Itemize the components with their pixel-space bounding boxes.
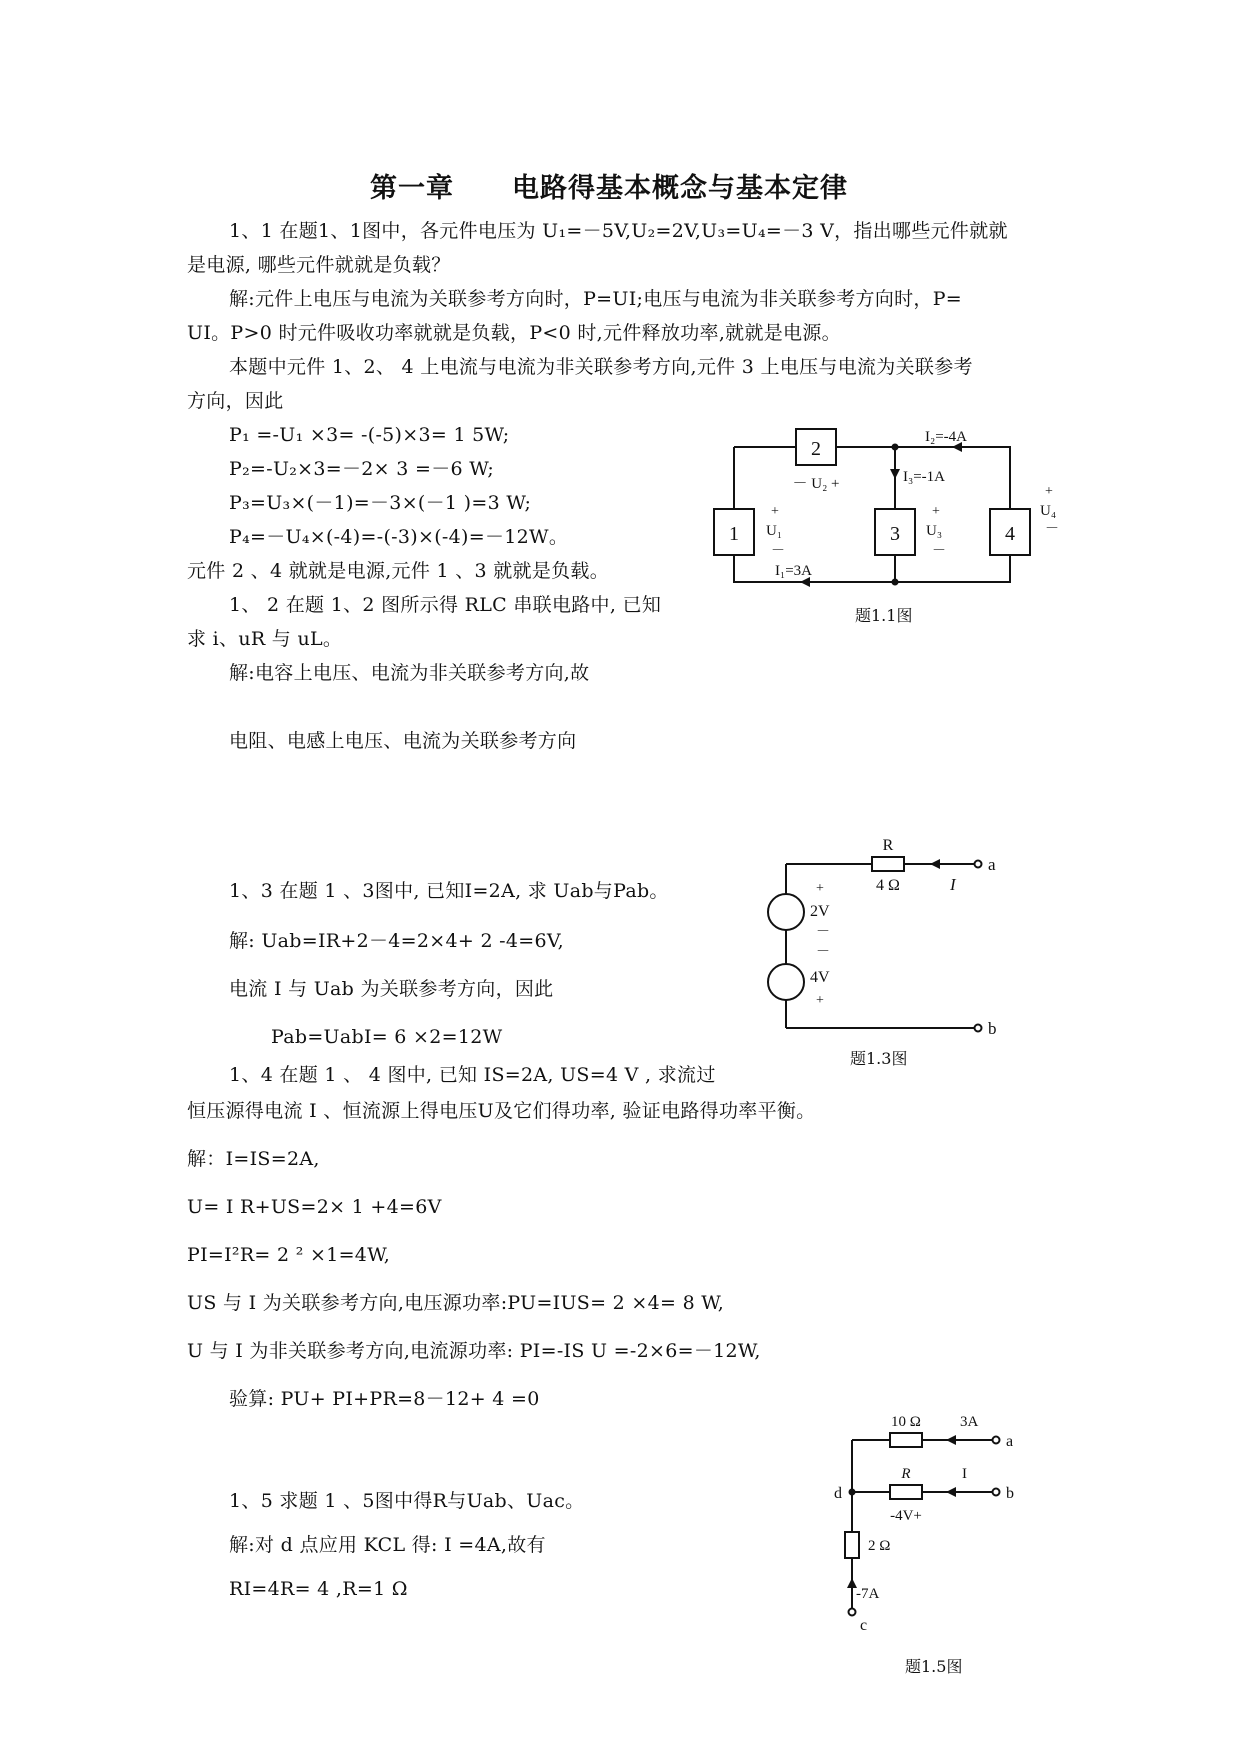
problem-1-4-question-line1: 1、4 在题 1 、 4 图中, 已知 IS=2A, US=4 V , 求流过	[229, 1064, 716, 1086]
problem-1-5-question: 1、5 求题 1 、5图中得R与Uab、Uac。	[229, 1490, 585, 1512]
problem-1-4-solution-line5: U 与 I 为非关联参考方向,电流源功率: PI=-IS U =-2×6=－12W,	[187, 1340, 761, 1362]
resistor-10-label: 10 Ω	[891, 1414, 921, 1430]
problem-1-5-solution-line2: RI=4R= 4 ,R=1 Ω	[229, 1578, 408, 1600]
element-2-label: 2	[811, 438, 821, 460]
problem-1-1-solution-line3: 本题中元件 1、2、 4 上电流与电流为非关联参考方向,元件 3 上电压与电流为关联参考	[229, 356, 973, 378]
resistor-r-name: R	[882, 837, 894, 854]
resistor-r-voltage: -4V+	[890, 1508, 922, 1524]
u4-plus: +	[1045, 484, 1053, 499]
problem-1-2-question-line2: 求 i、uR 与 uL。	[187, 628, 343, 650]
problem-1-2-question-line1: 1、 2 在题 1、2 图所示得 RLC 串联电路中, 已知	[229, 594, 662, 616]
figure-1-3-caption: 题1.3图	[850, 1049, 908, 1068]
u1-plus: +	[771, 504, 779, 519]
problem-1-4-solution-line1: 解：I=IS=2A,	[187, 1148, 320, 1170]
node-d: d	[834, 1485, 842, 1502]
u4-minus: －	[1045, 522, 1059, 537]
problem-1-5-solution-line1: 解:对 d 点应用 KCL 得: I =4A,故有	[229, 1534, 546, 1556]
source-2v-plus: +	[816, 881, 824, 896]
element-3-label: 3	[890, 523, 900, 545]
problem-1-1-solution-line1: 解:元件上电压与电流为关联参考方向时，P=UI;电压与电流为非关联参考方向时，P=	[229, 288, 963, 310]
voltage-u3-label: U₃	[926, 523, 943, 539]
problem-1-4-solution-line3: PI=I²R= 2 ² ×1=4W,	[187, 1244, 391, 1266]
u1-minus: －	[771, 544, 785, 559]
current-i-label: I	[950, 875, 956, 894]
problem-1-1-conclusion: 元件 2 、4 就就是电源,元件 1 、3 就就是负载。	[187, 560, 610, 582]
problem-1-2-solution-line2: 电阻、电感上电压、电流为关联参考方向	[229, 730, 577, 752]
figure-1-5-caption: 题1.5图	[905, 1657, 963, 1676]
terminal-b: b	[988, 1019, 997, 1038]
source-2v-label: 2V	[810, 903, 830, 920]
u3-minus: －	[932, 544, 946, 559]
figure-1-1-circuit	[700, 415, 1070, 595]
problem-1-1-solution-line4: 方向，因此	[187, 390, 284, 412]
element-1-label: 1	[729, 523, 739, 545]
chapter-name: 电路得基本概念与基本定律	[512, 173, 848, 204]
current-i2-label: I₂=-4A	[925, 429, 968, 445]
resistor-2-label: 2 Ω	[868, 1538, 891, 1554]
problem-1-3-solution-line1: 解: Uab=IR+2－4=2×4+ 2 -4=6V,	[229, 930, 564, 952]
problem-1-4-solution-line6: 验算: PU+ PI+PR=8－12+ 4 =0	[229, 1388, 540, 1410]
power-p1: P₁ =-U₁ ×3= -(-5)×3= 1 5W;	[229, 424, 510, 446]
current-i3-label: I₃=-1A	[903, 469, 946, 485]
problem-1-4-solution-line2: U= I R+US=2× 1 +4=6V	[187, 1196, 442, 1218]
problem-1-3-solution-line3: Pab=UabI= 6 ×2=12W	[271, 1026, 503, 1048]
current-7a-label: -7A	[856, 1586, 880, 1602]
power-p2: P₂=-U₂×3=－2× 3 =－6 W;	[229, 458, 495, 480]
current-i1-label: I₁=3A	[775, 563, 813, 579]
u3-plus: +	[932, 504, 940, 519]
source-4v-label: 4V	[810, 969, 830, 986]
source-4v-minus: －	[816, 945, 830, 960]
voltage-u4-label: U₄	[1040, 503, 1057, 519]
problem-1-3-question: 1、3 在题 1 、3图中, 已知I=2A, 求 Uab与Pab。	[229, 880, 669, 902]
terminal-c: c	[860, 1617, 868, 1634]
figure-1-5-circuit	[830, 1408, 1030, 1638]
source-2v-minus: －	[816, 925, 830, 940]
figure-1-1-caption: 题1.1图	[855, 606, 913, 625]
voltage-u2-label: － U₂ +	[792, 476, 840, 492]
current-i-label: I	[962, 1466, 967, 1482]
chapter-number: 第一章	[370, 173, 454, 204]
current-3a-label: 3A	[960, 1414, 979, 1430]
terminal-b: b	[1006, 1485, 1014, 1502]
chapter-title	[370, 166, 848, 205]
problem-1-4-solution-line4: US 与 I 为关联参考方向,电压源功率:PU=IUS= 2 ×4= 8 W,	[187, 1292, 725, 1314]
terminal-a: a	[1006, 1433, 1014, 1450]
problem-1-4-question-line2: 恒压源得电流 I 、恒流源上得电压U及它们得功率, 验证电路得功率平衡。	[187, 1100, 816, 1122]
problem-1-1-solution-line2: UI。P>0 时元件吸收功率就就是负载，P<0 时,元件释放功率,就就是电源。	[187, 322, 841, 344]
power-p4: P₄=－U₄×(-4)=-(-3)×(-4)=－12W。	[229, 526, 569, 548]
power-p3: P₃=U₃×(－1)=－3×(－1 )=3 W;	[229, 492, 532, 514]
voltage-u1-label: U₁	[766, 523, 783, 539]
problem-1-2-solution-line1: 解:电容上电压、电流为非关联参考方向,故	[229, 662, 590, 684]
terminal-a: a	[988, 855, 996, 874]
figure-1-3-circuit	[760, 832, 1010, 1042]
resistor-value: 4 Ω	[876, 877, 900, 894]
element-4-label: 4	[1005, 523, 1015, 545]
problem-1-1-question-line1: 1、1 在题1、1图中，各元件电压为 U₁=－5V,U₂=2V,U₃=U₄=－3 V，指出哪些元件就就	[229, 220, 1008, 242]
problem-1-1-question-line2: 是电源, 哪些元件就就是负载？	[187, 254, 451, 276]
problem-1-3-solution-line2: 电流 I 与 Uab 为关联参考方向，因此	[229, 978, 554, 1000]
resistor-r-label: R	[901, 1466, 911, 1482]
source-4v-plus: +	[816, 993, 824, 1008]
